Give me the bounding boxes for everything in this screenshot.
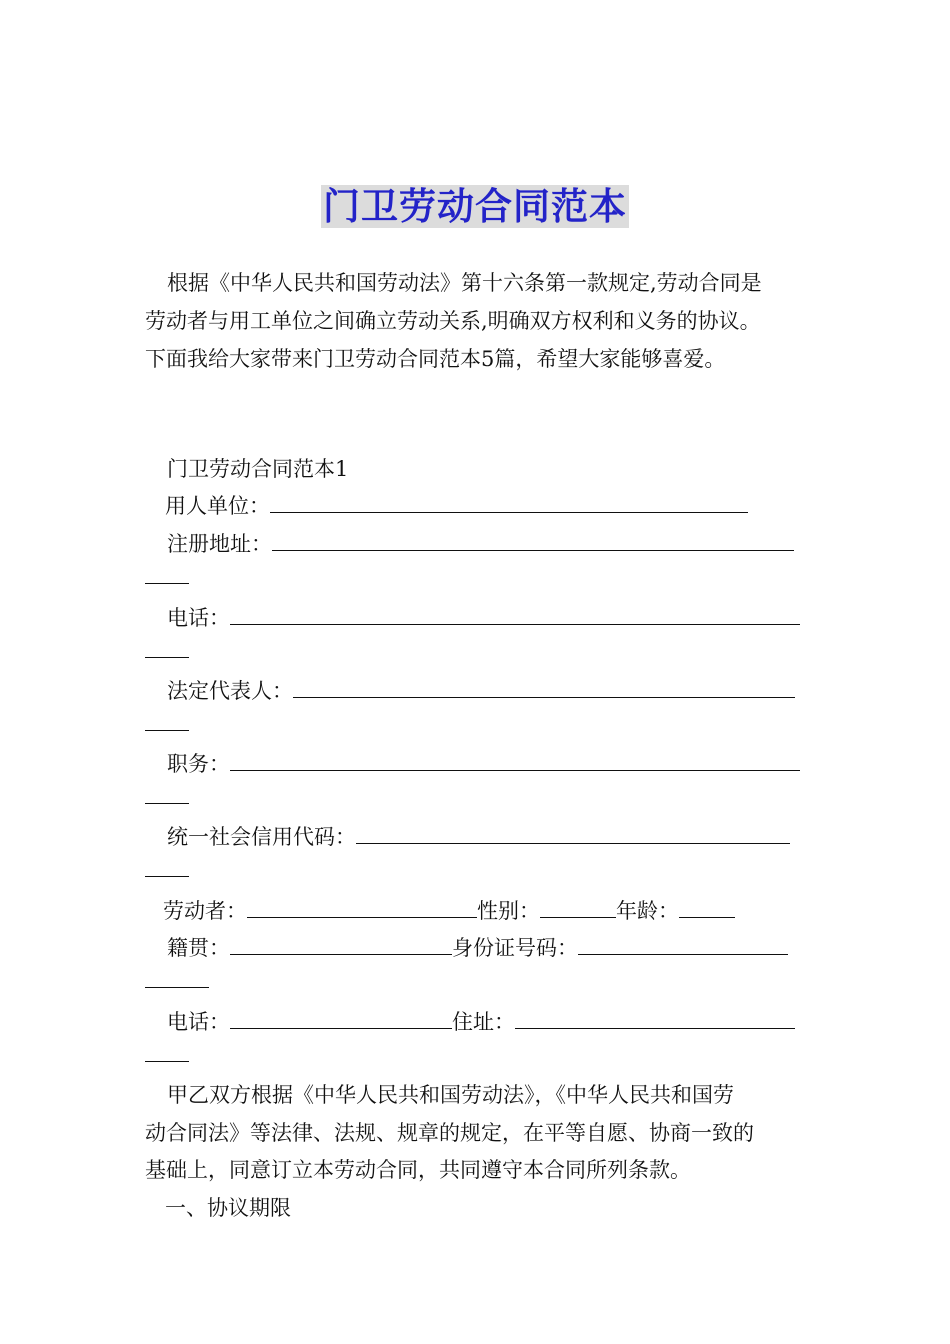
intro-line-1: 根据《中华人民共和国劳动法》第十六条第一款规定,劳动合同是 [167, 271, 762, 295]
blank-age[interactable] [679, 897, 735, 918]
field-credit-code [145, 819, 829, 856]
field-legal-rep [145, 673, 829, 710]
agreement-line-2: 动合同法》等法律、法规、规章的规定，在平等自愿、协商一致的 [145, 1121, 754, 1145]
label-gender: 性别： [477, 899, 540, 923]
blank-address[interactable] [272, 530, 794, 551]
intro-line-2: 劳动者与用工单位之间确立劳动关系,明确双方权利和义务的协议。 [145, 309, 761, 333]
blank-employer[interactable] [270, 492, 748, 513]
label-native-place: 籍贯： [167, 936, 230, 960]
blank-credit-code-cont [145, 858, 807, 877]
blank-worker-phone[interactable] [230, 1008, 452, 1029]
blank-position-cont [145, 785, 807, 804]
label-phone: 电话： [167, 606, 230, 630]
blank-native-place[interactable] [230, 934, 452, 955]
blank-position[interactable] [230, 750, 800, 771]
document-title [0, 176, 950, 230]
blank-phone[interactable] [230, 604, 800, 625]
field-worker-row [145, 893, 825, 930]
field-contact-row [145, 1004, 829, 1041]
clause-heading-1: 一、协议期限 [165, 1196, 291, 1220]
field-phone [145, 600, 829, 637]
agreement-line-1: 甲乙双方根据《中华人民共和国劳动法》，《中华人民共和国劳 [167, 1083, 734, 1107]
field-employer [145, 488, 827, 525]
agreement-line-3: 基础上，同意订立本劳动合同，共同遵守本合同所列条款。 [145, 1158, 691, 1182]
blank-address-cont [145, 565, 807, 584]
label-legal-rep: 法定代表人： [167, 679, 293, 703]
blank-gender[interactable] [540, 897, 616, 918]
label-credit-code: 统一社会信用代码： [167, 825, 356, 849]
title-text: 门卫劳动合同范本 [323, 185, 627, 228]
label-position: 职务： [167, 752, 230, 776]
blank-phone-cont [145, 639, 807, 658]
label-worker-phone: 电话： [167, 1010, 230, 1034]
blank-legal-rep-cont [145, 712, 807, 731]
blank-credit-code[interactable] [356, 823, 790, 844]
label-residence: 住址： [452, 1010, 515, 1034]
label-id-number: 身份证号码： [452, 936, 578, 960]
blank-worker[interactable] [247, 897, 477, 918]
blank-residence-cont [145, 1043, 807, 1062]
blank-residence[interactable] [515, 1008, 795, 1029]
blank-id-number[interactable] [578, 934, 788, 955]
label-address: 注册地址： [167, 532, 272, 556]
label-employer: 用人单位： [165, 494, 270, 518]
section-heading: 门卫劳动合同范本1 [167, 457, 349, 481]
label-age: 年龄： [616, 899, 679, 923]
field-position [145, 746, 829, 783]
blank-id-number-cont [145, 969, 807, 988]
field-native-row [145, 930, 829, 967]
label-worker: 劳动者： [163, 899, 247, 923]
intro-line-3: 下面我给大家带来门卫劳动合同范本5篇，希望大家能够喜爱。 [145, 347, 726, 371]
field-address [145, 526, 829, 563]
blank-legal-rep[interactable] [293, 677, 795, 698]
